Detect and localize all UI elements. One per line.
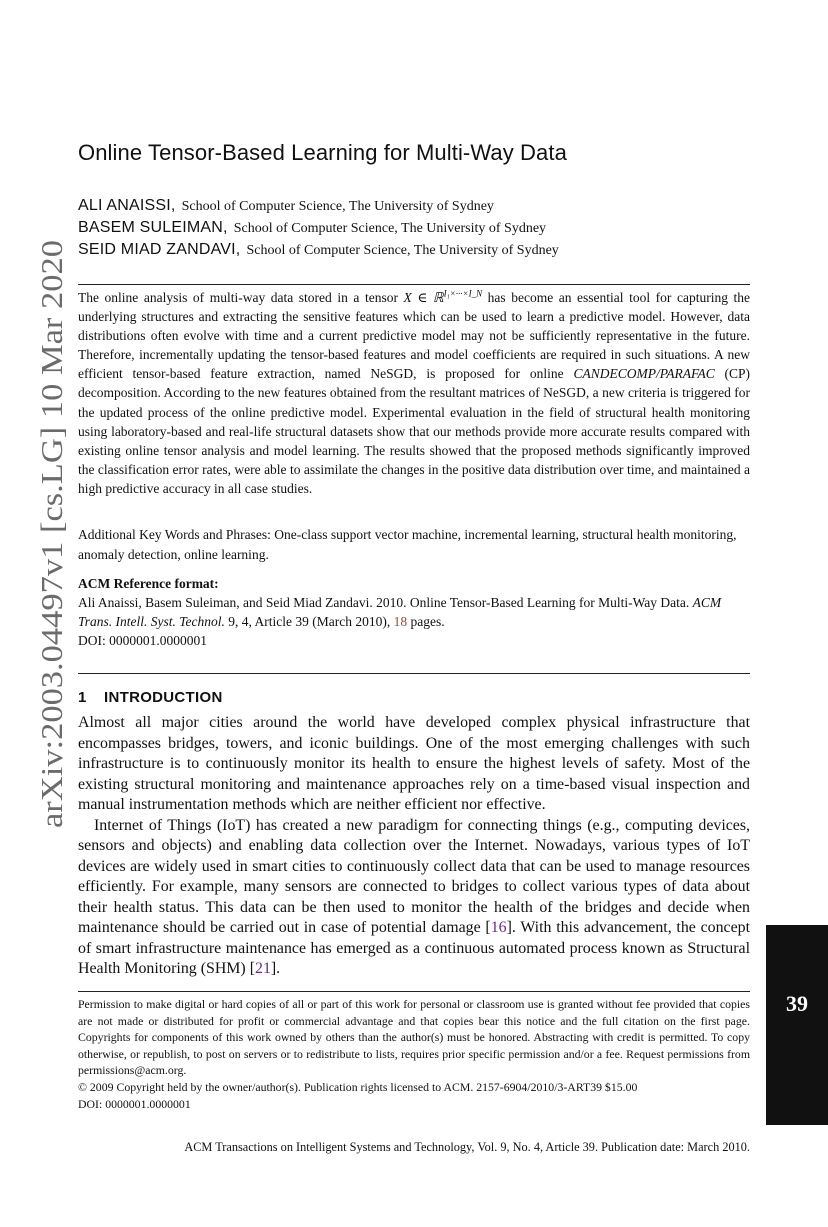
intro-paragraph: Almost all major cities around the world have developed complex physical infrastructure that encompasses bridges, towers, and iconic buildings. One of the most emerging challenges with such infrastructure is to continuously monitor its health to ensure the highest levels of safety. Most of the existing structural monitoring and maintenance approaches rely on a time-based visual inspection and manual instrumentation methods which are neither efficient nor effective. bbox=[78, 714, 750, 813]
abstract-italic-term: CANDECOMP/PARAFAC bbox=[573, 366, 715, 382]
author-entry bbox=[78, 195, 758, 217]
author-affiliation: School of Computer Science, The University of Sydney bbox=[181, 199, 494, 214]
running-footer: ACM Transactions on Intelligent Systems and Technology, Vol. 9, No. 4, Article 39. Publication date: March 2010. bbox=[184, 1140, 750, 1154]
page-count-link[interactable]: 18 bbox=[393, 614, 408, 629]
paper-title: Online Tensor-Based Learning for Multi-Way Data bbox=[78, 140, 567, 165]
abstract-text: has become an essential tool for capturing the underlying structures and extracting the sensitive features which can be used to learn a predictive model. However, data distributions often evolve with time and a current predictive model may not be sufficiently representative in the future. Therefore, incrementally updating the tensor-based features and model coefficients are required in such situations. A new efficient tensor-based feature extraction, named NeSGD, is proposed for online bbox=[78, 290, 751, 382]
permission-notice bbox=[78, 996, 750, 1112]
section-number: 1 bbox=[78, 689, 87, 706]
abstract-text: (CP) decomposition. According to the new features obtained from the resultant matrices of NeSGD, a new criteria is triggered for the updated process of the online predictive model. Experimental evaluation in the field of structural health monitoring using laboratory-based and real-life structural datasets show that our methods provide more accurate results compared with existing online tensor analysis and model learning. The results showed that the proposed methods significantly improved the classification error rates, were able to assimilate the changes in the positive data distribution over time, and maintained a high predictive accuracy in all case studies. bbox=[78, 366, 750, 496]
abstract-top-rule bbox=[78, 284, 750, 285]
copyright-line: © 2009 Copyright held by the owner/author(s). Publication rights licensed to ACM. 2157-6904/2010/3-ART39 $15.00 bbox=[78, 1079, 638, 1094]
tensor-math-symbol: X ∈ ℝ bbox=[403, 290, 444, 305]
citation-journal: ACM Trans. Intell. Syst. Technol. bbox=[78, 595, 722, 629]
author-list bbox=[78, 195, 758, 261]
acm-reference bbox=[78, 574, 750, 650]
intro-text: Internet of Things (IoT) has created a new paradigm for connecting things (e.g., computing devices, sensors and objects) and enabling data collection over the Internet. Nowadays, various types of IoT devices are widely used in smart cities to continuously collect data that can be used to manage resources efficiently. For example, many sensors are connected to bridges to collect various types of data about their health status. This data can be then used to monitor the health of the bridges and decide when maintenance should be carried out in case of potential damage [ bbox=[78, 816, 750, 936]
section-title: INTRODUCTION bbox=[104, 689, 223, 706]
intro-text: ]. bbox=[270, 960, 281, 977]
author-affiliation: School of Computer Science, The University of Sydney bbox=[246, 243, 559, 258]
author-name: SEID MIAD ZANDAVI, bbox=[78, 241, 241, 258]
citation-link[interactable]: 16 bbox=[490, 919, 507, 936]
author-affiliation: School of Computer Science, The University of Sydney bbox=[233, 221, 547, 236]
page-number-tab bbox=[766, 925, 828, 1125]
abstract-text: The online analysis of multi-way data stored in a tensor bbox=[78, 290, 404, 305]
acm-reference-citation bbox=[78, 593, 750, 631]
citation-link[interactable]: 21 bbox=[255, 960, 271, 977]
arxiv-identifier-text: arXiv:2003.04497v1 [cs.LG] 10 Mar 2020 bbox=[35, 307, 69, 828]
permission-text: Permission to make digital or hard copies of all or part of this work for personal or classroom use is granted without fee provided that copies are not made or distributed for profit or commercial advantage and that copies bear this notice and the full citation on the first page. Copyrights for components of this work owned by others than the author(s) must be honored. Abstracting with credit is permitted. To copy otherwise, or republish, to post on servers or to redistribute to lists, requires prior specific permission and/or a fee. Request permissions from permissions@acm.org. bbox=[78, 997, 750, 1078]
abstract bbox=[78, 288, 750, 498]
arxiv-identifier-stamp bbox=[18, 240, 78, 840]
citation-text: Ali Anaissi, Basem Suleiman, and Seid Miad Zandavi. 2010. Online Tensor-Based Learning for Multi-Way Data. bbox=[78, 595, 693, 610]
keywords: Additional Key Words and Phrases: One-class support vector machine, incremental learning, structural health monitoring, anomaly detection, online learning. bbox=[78, 527, 737, 562]
citation-text: 9, 4, Article 39 (March 2010), bbox=[224, 614, 394, 629]
author-entry bbox=[78, 217, 758, 239]
page-number: 39 bbox=[786, 991, 808, 1016]
intro-text: ]. With this advancement, the concept of smart infrastructure maintenance has emerged as a continuous automated process known as Structural Health Monitoring (SHM) [ bbox=[78, 919, 750, 977]
acm-reference-doi: DOI: 0000001.0000001 bbox=[78, 633, 207, 648]
section-heading bbox=[78, 689, 223, 706]
footnote-rule bbox=[78, 991, 750, 992]
introduction-body bbox=[78, 713, 750, 980]
intro-paragraph bbox=[78, 816, 750, 980]
acm-reference-label: ACM Reference format: bbox=[78, 576, 219, 591]
permission-doi: DOI: 0000001.0000001 bbox=[78, 1096, 191, 1111]
section-top-rule bbox=[78, 673, 750, 674]
tensor-math-superscript: I₁×···×I_N bbox=[443, 288, 483, 299]
citation-text: pages. bbox=[407, 614, 445, 629]
author-name: BASEM SULEIMAN, bbox=[78, 219, 228, 236]
author-entry bbox=[78, 239, 758, 261]
author-name: ALI ANAISSI, bbox=[78, 197, 176, 214]
